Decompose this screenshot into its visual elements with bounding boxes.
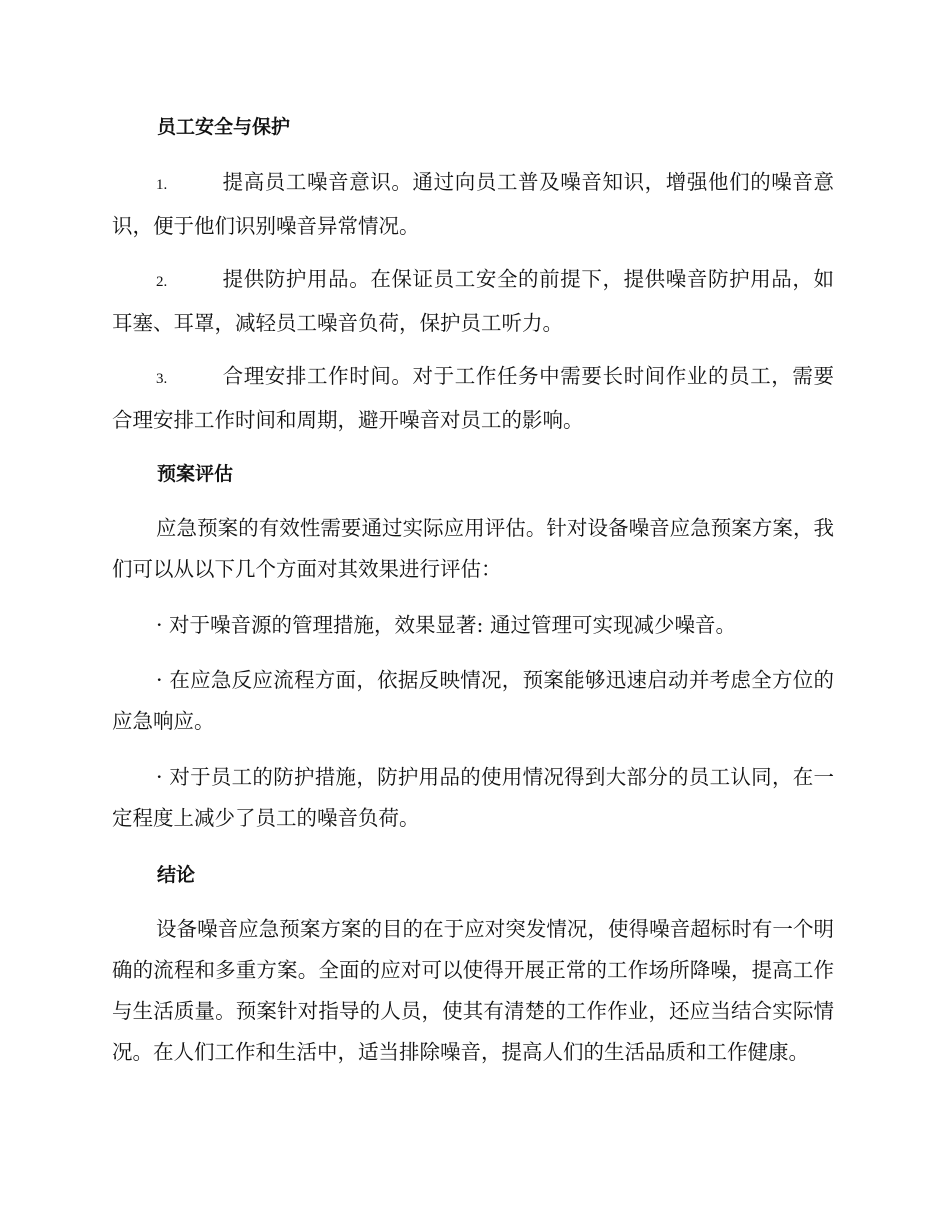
section-heading-conclusion: 结论 (157, 864, 196, 886)
evaluation-bullet-1: · 对于噪音源的管理措施，效果显著: 通过管理可实现减少噪音。 (156, 613, 736, 637)
item-number: 1. (156, 177, 168, 193)
evaluation-intro-paragraph: 应急预案的有效性需要通过实际应用评估。针对设备噪音应急预案方案，我们可以从以下几个方面对其效果进行评估： (112, 516, 834, 581)
evaluation-bullet-2: · 在应急反应流程方面，依据反映情况，预案能够迅速启动并考虑全方位的应急响应。 (112, 668, 834, 733)
item-number: 2. (156, 274, 168, 290)
numbered-item-2 (112, 259, 834, 344)
evaluation-bullet-3: · 对于员工的防护措施，防护用品的使用情况得到大部分的员工认同，在一定程度上减少了员工的噪音负荷。 (112, 765, 834, 830)
numbered-item-3 (112, 356, 834, 441)
item-text: 提高员工噪音意识。通过向员工普及噪音知识，增强他们的噪音意识，便于他们识别噪音异常情况。 (112, 170, 834, 238)
item-text: 合理安排工作时间。对于工作任务中需要长时间作业的员工，需要合理安排工作时间和周期，避开噪音对员工的影响。 (112, 364, 834, 432)
conclusion-paragraph: 设备噪音应急预案方案的目的在于应对突发情况，使得噪音超标时有一个明确的流程和多重方案。全面的应对可以使得开展正常的工作场所降噪，提高工作与生活质量。预案针对指导的人员，使其有清楚的工作作业，还应当结合实际情况。在人们工作和生活中，适当排除噪音，提高人们的生活品质和工作健康。 (112, 917, 834, 1064)
section-heading-employee-safety: 员工安全与保护 (157, 116, 291, 138)
section-heading-plan-evaluation: 预案评估 (157, 463, 234, 485)
item-text: 提供防护用品。在保证员工安全的前提下，提供噪音防护用品，如耳塞、耳罩，减轻员工噪音负荷，保护员工听力。 (112, 267, 834, 335)
item-number: 3. (156, 371, 168, 387)
numbered-item-1 (112, 162, 834, 247)
